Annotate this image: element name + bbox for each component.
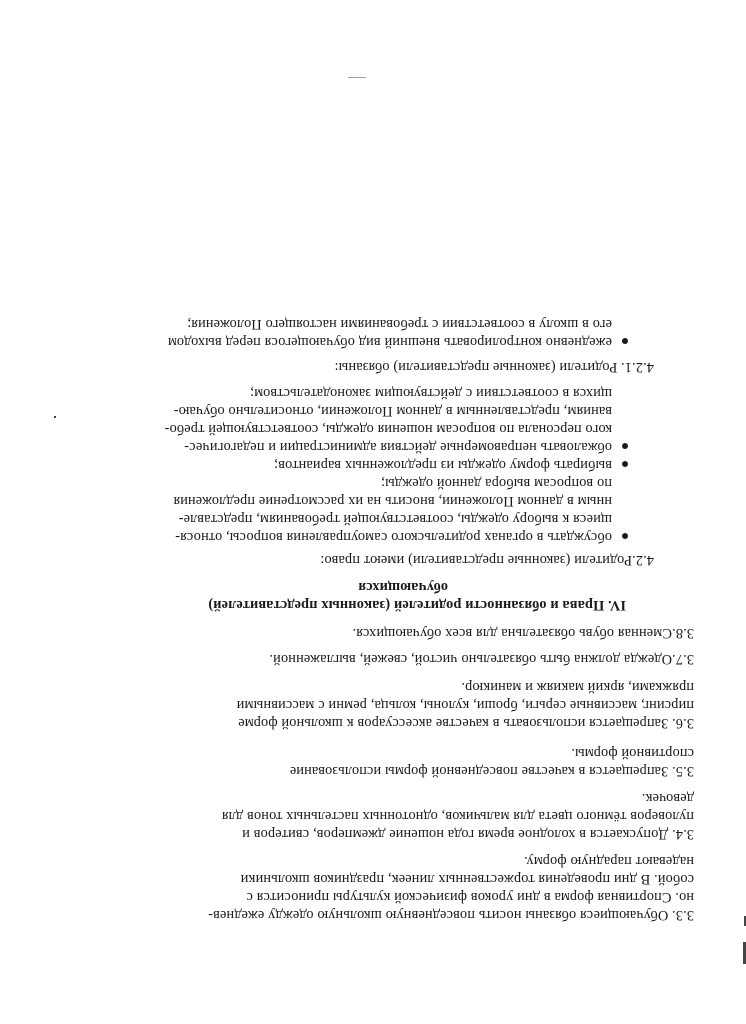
paragraph-3-3-line-2: но. Спортивная форма в дни уроков физической культуры приносится с: [246, 889, 694, 905]
bullet-marker: [622, 533, 628, 539]
bullet-1-line-4: по вопросам выбора данной одежды;: [380, 475, 612, 491]
paragraph-3-5-line-1: 3.5. Запрещается в качестве повседневной формы использование: [289, 763, 694, 779]
paragraph-3-3-line-1: 3.3. Обучающиеся обязаны носить повседневную школьную одежду ежеднев-: [208, 907, 694, 923]
paragraph-3-4-line-1: 3.4. Допускается в холодное время года ношение джемперов, свитеров и: [242, 826, 694, 842]
paragraph-3-4-line-3: девочек.: [641, 790, 694, 806]
paragraph-3-5-line-2: спортивной формы.: [571, 745, 694, 761]
paragraph-3-6-line-1: 3.6. Запрещается использовать в качестве аксессуаров к школьной форме: [238, 715, 694, 731]
scan-speck: [348, 77, 366, 78]
bullet-3-line-4: щихся в соответствии с действующим законодательством;: [249, 385, 612, 401]
bullet-3-line-1: обжаловать неправомерные действия администрации и педагогичес-: [184, 439, 612, 455]
bullet-1-line-1: обсуждать в органах родительского самоуправления вопросы, относя-: [175, 529, 612, 545]
paragraph-3-3-line-4: надевают парадную форму.: [524, 853, 694, 869]
bullet-marker: [622, 443, 628, 449]
paragraph-3-6-line-3: пряжками, яркий макияж и маникюр.: [461, 679, 694, 695]
paragraph-3-3-line-3: собой. В дни проведения торжественных линеек, праздников школьники: [240, 871, 694, 887]
bullet-4-line-2: его в школу в соответствии с требованиями настоящего Положения;: [187, 316, 612, 332]
scan-speck: [54, 416, 56, 418]
section-heading-line-2: обучающихся: [358, 579, 448, 595]
bullet-2-line-1: выбирать форму одежды из предложенных вариантов;: [273, 457, 612, 473]
paragraph-3-4-line-2: пуловеров тёмного цвета для мальчиков, однотонных пастельных тонов для: [221, 808, 694, 824]
bullet-marker: [622, 338, 628, 344]
paragraph-3-8: 3.8.Сменная обувь обязательна для всех обучающихся.: [352, 625, 694, 641]
bullet-3-line-3: ваниям, представленным в данном Положении, относительно обучаю-: [173, 403, 612, 419]
paragraph-3-7: 3.7.Одежда должна быть обязательно чистой, свежей, выглаженной.: [269, 651, 694, 667]
bullet-1-line-3: нным в данном Положении, вносить на их рассмотрение предложения: [173, 493, 612, 509]
bullet-marker: [622, 461, 628, 467]
bullet-4-line-1: ежедневно контролировать внешний вид обучающегося перед выходом: [167, 334, 612, 350]
bullet-1-line-2: щиеся к выбору одежды, соответствующей требованиям, представле-: [178, 511, 612, 527]
bullet-3-line-2: кого персонала по вопросам ношения одежды, соответствующей требо-: [164, 421, 612, 437]
section-heading-line-1: IV. Права и обязанности родителей (законных представителей): [208, 597, 626, 613]
paragraph-4-2-1: 4.2.1. Родители (законные представители) обязаны:: [334, 359, 654, 375]
paragraph-3-6-line-2: пирсинг, массивные серьги, броши, кулоны, кольца, ремни с массивными: [236, 697, 694, 713]
paragraph-4-2: 4.2.Родители (законные представители) имеют право:: [320, 552, 654, 568]
